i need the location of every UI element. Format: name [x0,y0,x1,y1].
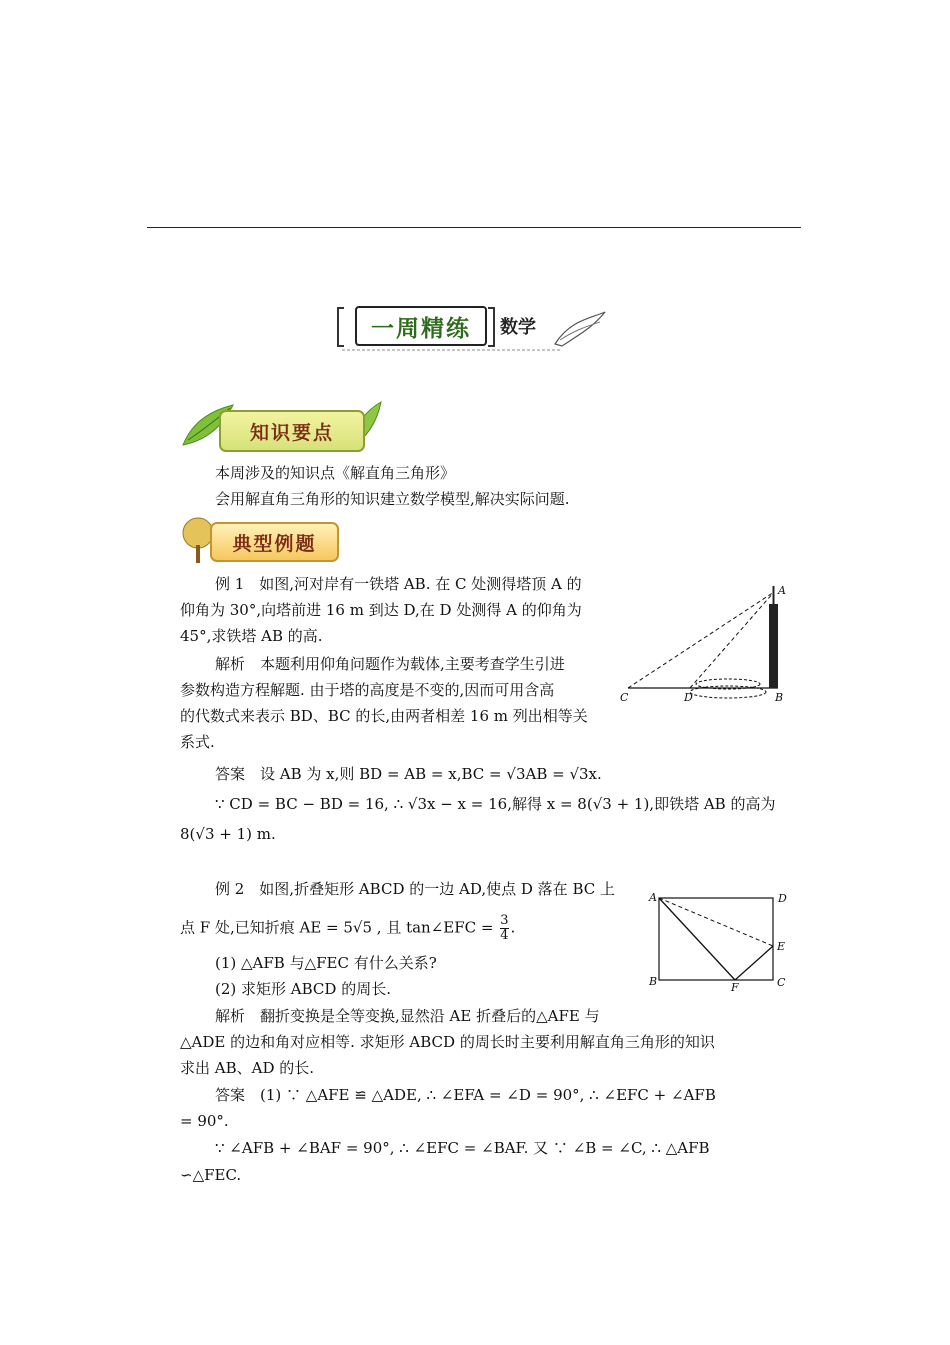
ex1-figure-label-b: B [775,691,784,704]
ex2-figure [645,888,793,994]
ex1-analysis-2: 参数构造方程解题. 由于塔的高度是不变的,因而可用含高 [180,681,555,699]
ex2-analysis-1: 解析 翻折变换是全等变换,显然沿 AE 折叠后的△AFE 与 [215,1007,600,1025]
ex1-analysis-4: 系式. [180,733,215,751]
ex2-figure-label-e: E [777,940,786,953]
ex1-figure-label-c: C [620,691,629,704]
ex1-answer-3: 8(√3 + 1) m. [180,825,276,843]
ex2-question-2: (2) 求矩形 ABCD 的周长. [215,980,391,998]
ex2-analysis-3: 求出 AB、AD 的长. [180,1059,315,1077]
banner-subject: 数学 [500,317,536,338]
ex2-figure-label-c: C [777,976,786,989]
ex1-answer-2: ∵ CD = BC − BD = 16, ∴ √3x − x = 16,解得 x = 8(√3 + 1),即铁塔 AB 的高为 [215,795,776,813]
ex2-fraction-numerator: 3 [500,913,509,928]
ex2-figure-label-b: B [649,975,658,988]
ex2-line-2-prefix: 点 F 处,已知折痕 AE = 5√5 , 且 tan∠EFC = [180,918,494,937]
ex2-line-2 [180,914,515,943]
banner-title: 一周精练 [355,306,487,346]
ex2-answer-3: ∵ ∠AFB + ∠BAF = 90°, ∴ ∠EFC = ∠BAF. 又 ∵ ∠B = ∠C, ∴ △AFB [215,1139,710,1157]
ex1-figure-label-d: D [684,691,693,704]
section-label-knowledge: 知识要点 [219,410,365,452]
section-label-examples: 典型例题 [210,522,339,562]
knowledge-line-2: 会用解直角三角形的知识建立数学模型,解决实际问题. [215,490,570,508]
ex1-line-3: 45°,求铁塔 AB 的高. [180,627,323,645]
ex2-analysis-2: △ADE 的边和角对应相等. 求矩形 ABCD 的周长时主要利用解直角三角形的知识 [180,1033,715,1051]
ex1-analysis-1: 解析 本题利用仰角问题作为载体,主要考查学生引进 [215,655,565,673]
ex2-fraction [500,914,508,943]
ex2-figure-label-a: A [649,891,657,904]
title-banner [330,300,610,356]
ex2-line-1: 例 2 如图,折叠矩形 ABCD 的一边 AD,使点 D 落在 BC 上 [215,880,615,898]
ex1-line-1: 例 1 如图,河对岸有一铁塔 AB. 在 C 处测得塔顶 A 的 [215,575,582,593]
ex1-line-2: 仰角为 30°,向塔前进 16 m 到达 D,在 D 处测得 A 的仰角为 [180,601,582,619]
ex2-question-1: (1) △AFB 与△FEC 有什么关系? [215,954,437,972]
ex1-figure-label-a: A [778,584,786,597]
ex1-analysis-3: 的代数式来表示 BD、BC 的长,由两者相差 16 m 列出相等关 [180,707,588,725]
ex2-figure-label-d: D [778,892,787,905]
ex2-fraction-denominator: 4 [500,928,509,943]
ex2-answer-1: 答案 (1) ∵ △AFE ≌ △ADE, ∴ ∠EFA = ∠D = 90°, ∴ ∠EFC + ∠AFB [215,1086,716,1104]
ex1-answer-1: 答案 设 AB 为 x,则 BD = AB = x,BC = √3AB = √3x. [215,765,602,783]
ex2-line-2-suffix: . [510,918,516,937]
ex2-figure-label-f: F [731,981,739,994]
knowledge-line-1: 本周涉及的知识点《解直角三角形》 [215,464,456,482]
ex1-figure [618,582,790,706]
ex2-answer-2: = 90°. [180,1112,229,1130]
ex2-answer-4: ∽△FEC. [180,1166,242,1184]
header-rule [147,227,801,228]
